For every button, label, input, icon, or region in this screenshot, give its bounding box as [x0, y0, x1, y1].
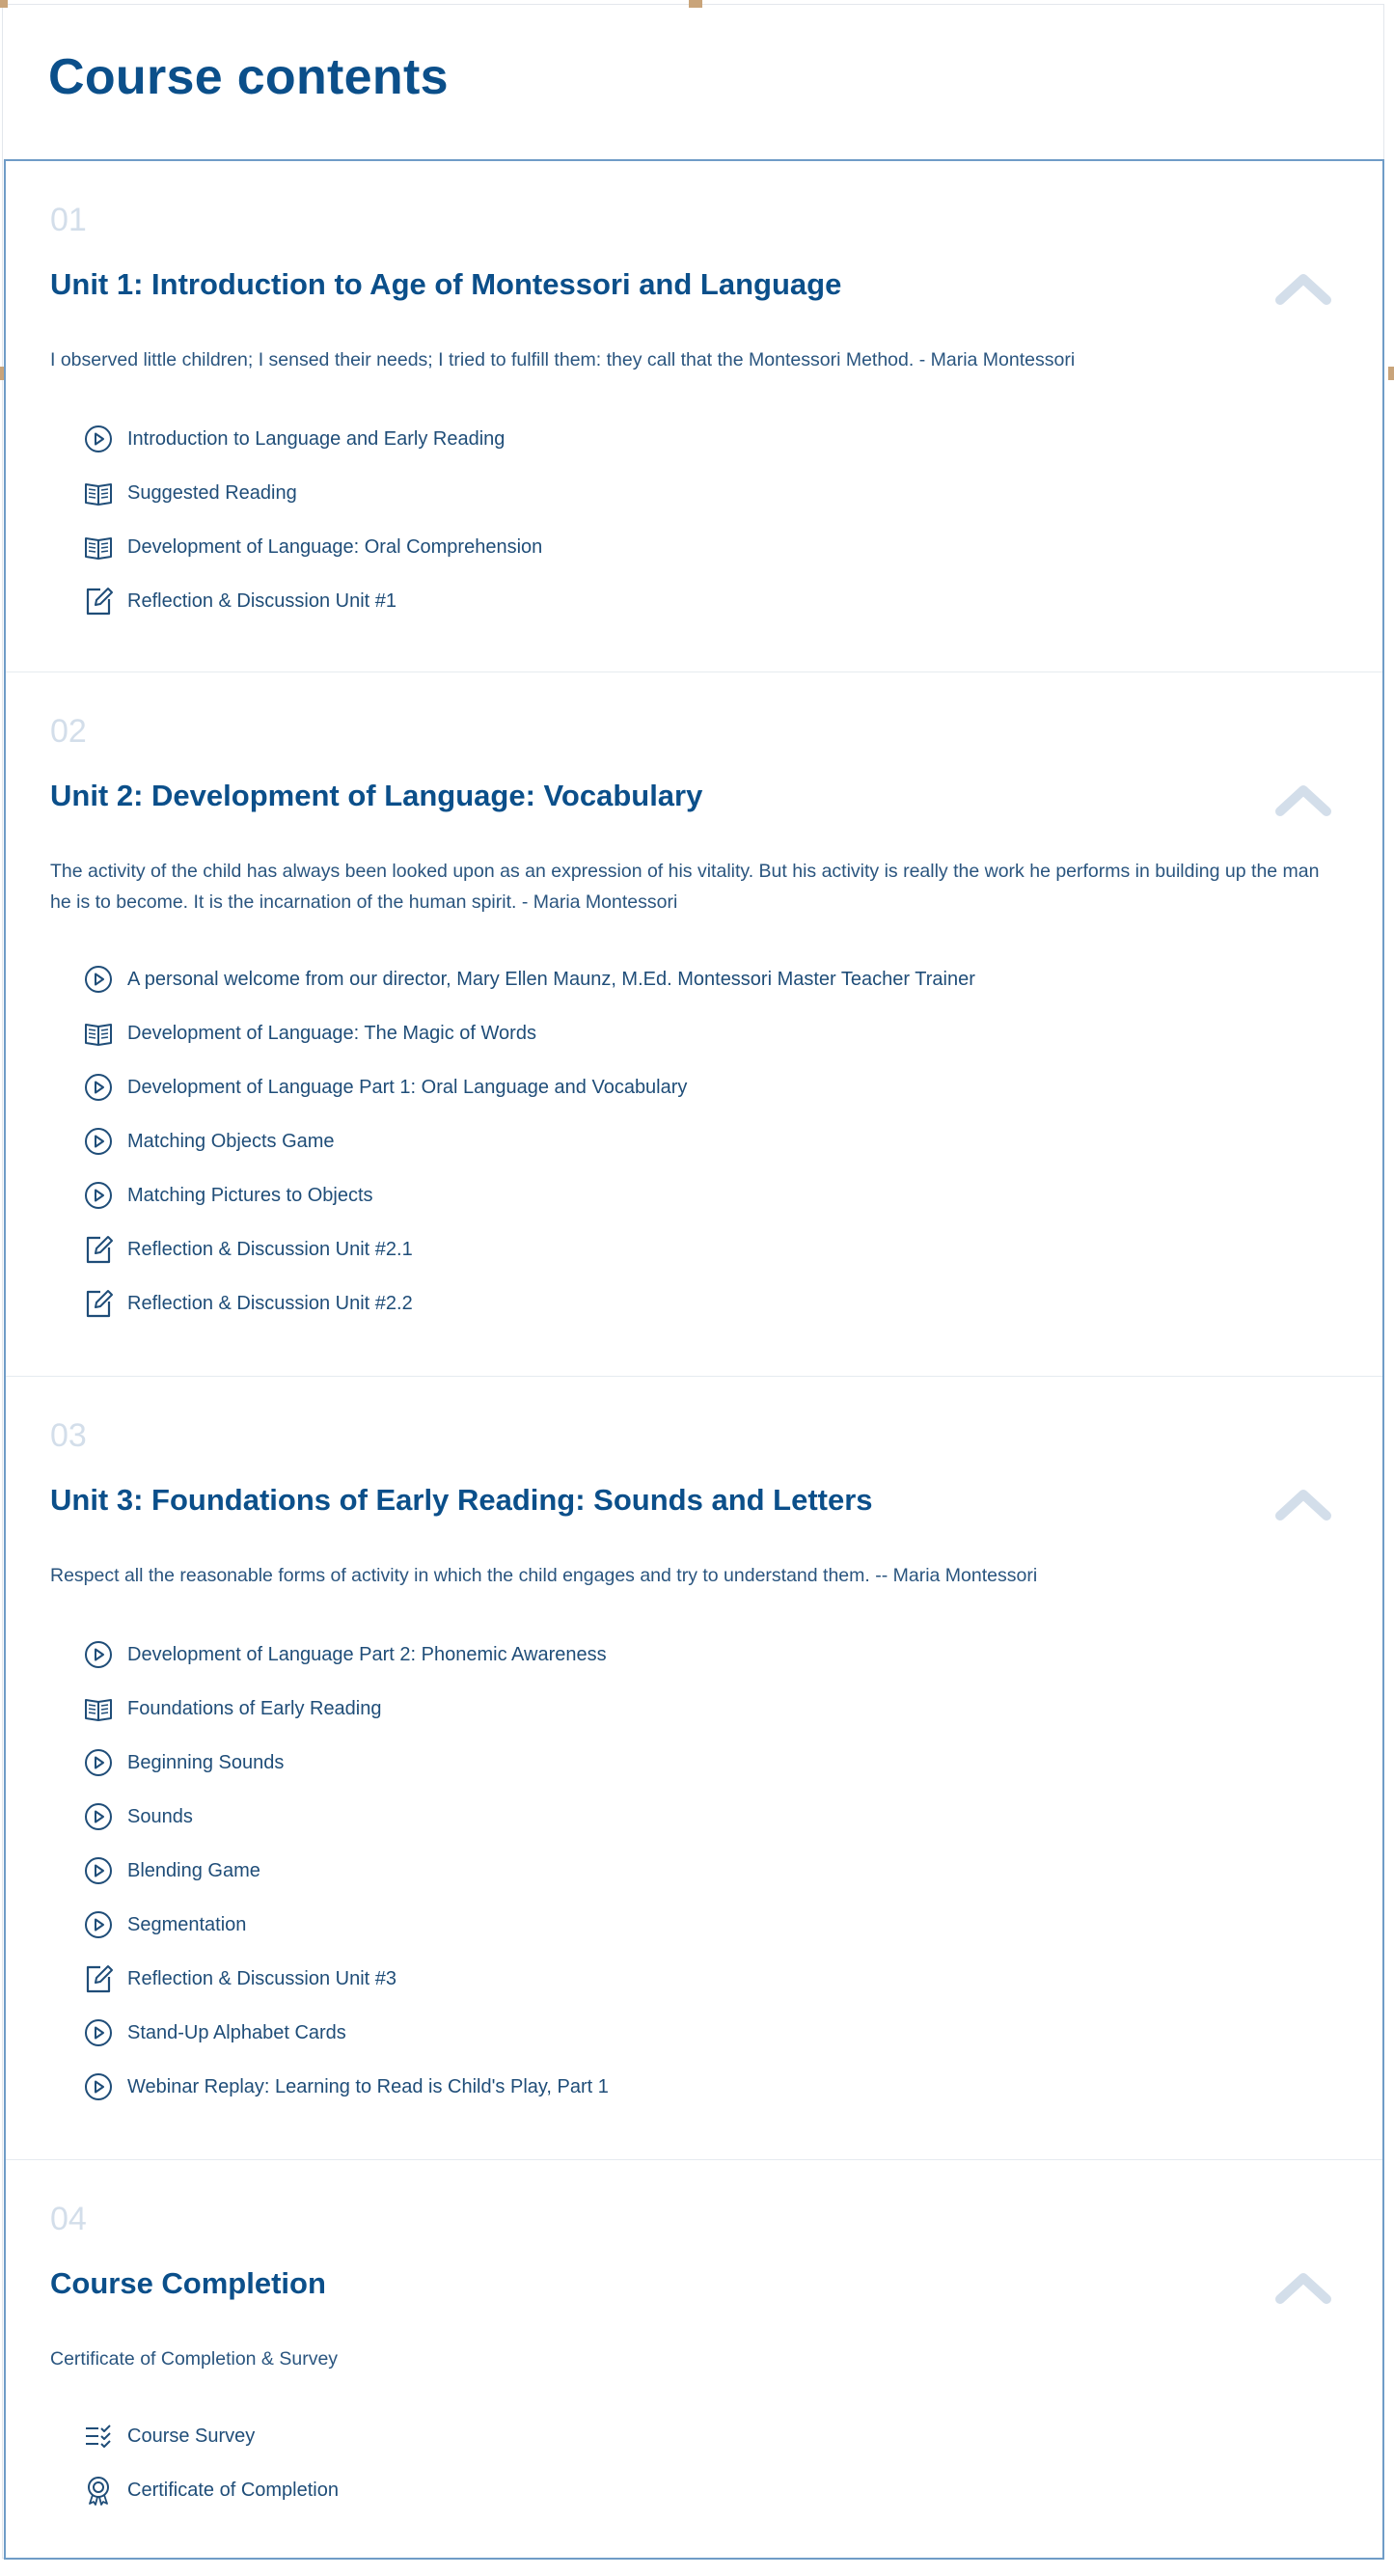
lesson-label: Blending Game [127, 1859, 260, 1881]
lesson-item[interactable] [83, 1060, 975, 1114]
lesson-item[interactable] [83, 520, 542, 574]
lesson-label: A personal welcome from our director, Mary Ellen Maunz, M.Ed. Montessori Master Teacher Trainer [127, 968, 975, 990]
resize-handle-top[interactable] [689, 0, 702, 8]
chevron-up-icon [1274, 2268, 1332, 2307]
resize-handle-top-left[interactable] [0, 0, 8, 8]
lesson-item[interactable] [83, 1736, 609, 1790]
lesson-label: Matching Objects Game [127, 1130, 335, 1152]
book-icon [83, 1018, 114, 1049]
lesson-label: Sounds [127, 1805, 193, 1827]
lesson-item[interactable] [83, 2409, 339, 2463]
video-play-icon [83, 1639, 114, 1670]
lesson-label: Introduction to Language and Early Reading [127, 427, 506, 450]
lesson-list [83, 2409, 339, 2517]
video-play-icon [83, 1126, 114, 1157]
lesson-label: Development of Language Part 2: Phonemic Awareness [127, 1643, 607, 1665]
resize-handle-right[interactable] [1388, 367, 1394, 380]
collapse-chevron-button[interactable] [1274, 2268, 1332, 2307]
unit-description: The activity of the child has always been looked upon as an expression of his vitality. But his activity is really the work he performs in building up the man he is to become. It is the incarnation of the human spirit. - Maria Montessori [50, 861, 1320, 913]
lesson-label: Reflection & Discussion Unit #2.1 [127, 1238, 413, 1260]
lesson-list [83, 1628, 609, 2114]
edit-note-icon [83, 1963, 114, 1994]
video-play-icon [83, 1180, 114, 1211]
lesson-item[interactable] [83, 1006, 975, 1060]
unit-number: 03 [50, 1417, 87, 1454]
lesson-label: Certificate of Completion [127, 2479, 339, 2501]
chevron-up-icon [1274, 269, 1332, 308]
video-play-icon [83, 1747, 114, 1778]
lesson-label: Development of Language Part 1: Oral Language and Vocabulary [127, 1076, 688, 1098]
edit-note-icon [83, 1288, 114, 1319]
lesson-item[interactable] [83, 2463, 339, 2517]
unit-description: Respect all the reasonable forms of activity in which the child engages and try to understand them. -- Maria Montessori [50, 1565, 1038, 1586]
lesson-item[interactable] [83, 1114, 975, 1168]
unit-title[interactable]: Course Completion [50, 2266, 326, 2300]
lesson-item[interactable] [83, 1276, 975, 1330]
book-icon [83, 1693, 114, 1724]
unit-section [6, 2160, 1382, 2558]
lesson-item[interactable] [83, 1628, 609, 1682]
certificate-badge-icon [83, 2475, 114, 2506]
lesson-item[interactable] [83, 466, 542, 520]
unit-section [6, 672, 1382, 1377]
video-play-icon [83, 2017, 114, 2048]
lesson-item[interactable] [83, 2060, 609, 2114]
lesson-label: Webinar Replay: Learning to Read is Child's Play, Part 1 [127, 2075, 609, 2097]
lesson-label: Reflection & Discussion Unit #3 [127, 1967, 397, 1989]
lesson-item[interactable] [83, 2006, 609, 2060]
unit-description: I observed little children; I sensed their needs; I tried to fulfill them: they call that the Montessori Method. - Maria Montessori [50, 349, 1076, 370]
chevron-up-icon [1274, 1485, 1332, 1523]
video-play-icon [83, 1909, 114, 1940]
lesson-label: Reflection & Discussion Unit #2.2 [127, 1292, 413, 1314]
lesson-item[interactable] [83, 1682, 609, 1736]
collapse-chevron-button[interactable] [1274, 269, 1332, 308]
lesson-label: Development of Language: Oral Comprehension [127, 535, 543, 558]
unit-number: 04 [50, 2201, 87, 2237]
collapse-chevron-button[interactable] [1274, 781, 1332, 819]
lesson-item[interactable] [83, 1844, 609, 1898]
unit-section [6, 1377, 1382, 2160]
lesson-item[interactable] [83, 952, 975, 1006]
book-icon [83, 532, 114, 562]
video-play-icon [83, 1801, 114, 1832]
video-play-icon [83, 1072, 114, 1103]
lesson-item[interactable] [83, 1790, 609, 1844]
edit-note-icon [83, 586, 114, 617]
unit-section [6, 161, 1382, 672]
unit-title[interactable]: Unit 2: Development of Language: Vocabulary [50, 779, 703, 812]
unit-number: 01 [50, 202, 87, 238]
video-play-icon [83, 964, 114, 995]
lesson-label: Beginning Sounds [127, 1751, 285, 1773]
lesson-label: Segmentation [127, 1913, 247, 1935]
edit-note-icon [83, 1234, 114, 1265]
course-units-list [4, 159, 1384, 2560]
lesson-item[interactable] [83, 1952, 609, 2006]
lesson-item[interactable] [83, 1168, 975, 1222]
lesson-label: Development of Language: The Magic of Words [127, 1022, 536, 1044]
lesson-label: Foundations of Early Reading [127, 1697, 382, 1719]
book-icon [83, 478, 114, 508]
lesson-label: Course Survey [127, 2425, 256, 2447]
unit-title[interactable]: Unit 3: Foundations of Early Reading: Sounds and Letters [50, 1483, 873, 1517]
checklist-icon [83, 2421, 114, 2452]
lesson-item[interactable] [83, 1222, 975, 1276]
lesson-item[interactable] [83, 1898, 609, 1952]
video-play-icon [83, 1855, 114, 1886]
page-title: Course contents [48, 49, 449, 105]
lesson-list [83, 412, 542, 628]
chevron-up-icon [1274, 781, 1332, 819]
lesson-item[interactable] [83, 412, 542, 466]
unit-title[interactable]: Unit 1: Introduction to Age of Montessori and Language [50, 267, 842, 301]
video-play-icon [83, 2071, 114, 2102]
video-play-icon [83, 424, 114, 454]
lesson-label: Suggested Reading [127, 481, 297, 504]
collapse-chevron-button[interactable] [1274, 1485, 1332, 1523]
lesson-label: Reflection & Discussion Unit #1 [127, 589, 397, 612]
unit-number: 02 [50, 713, 87, 750]
lesson-item[interactable] [83, 574, 542, 628]
lesson-label: Matching Pictures to Objects [127, 1184, 373, 1206]
unit-description: Certificate of Completion & Survey [50, 2348, 339, 2370]
lesson-label: Stand-Up Alphabet Cards [127, 2021, 346, 2043]
lesson-list [83, 952, 975, 1330]
